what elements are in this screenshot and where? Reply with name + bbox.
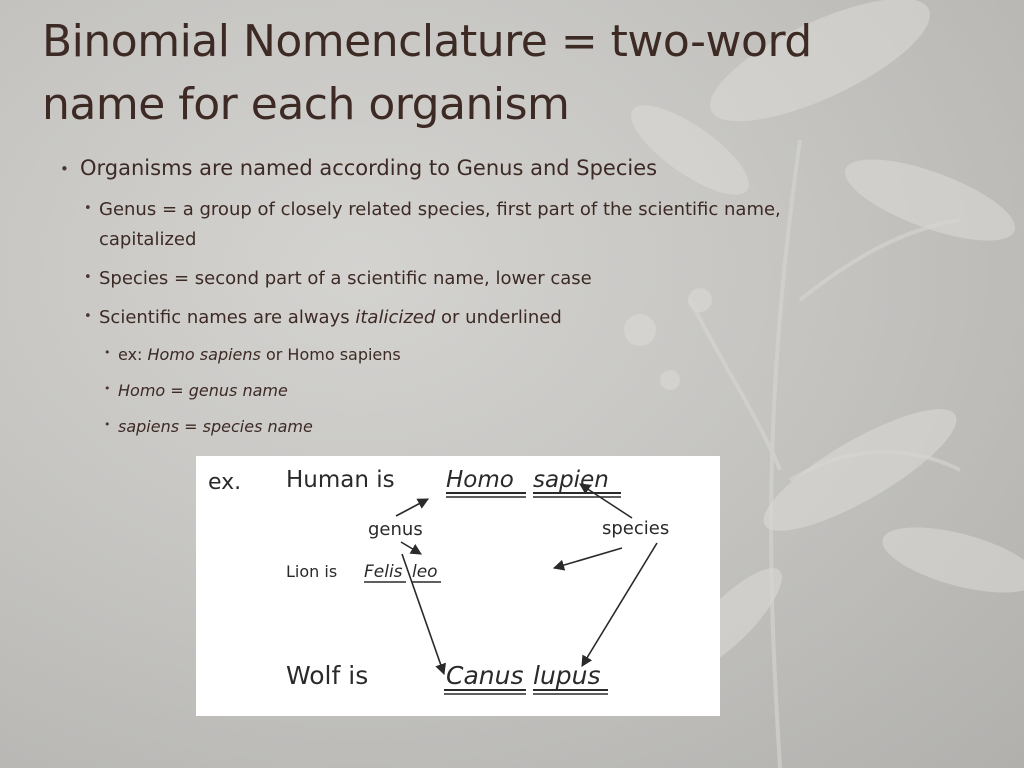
title-line-2: name for each organism bbox=[42, 79, 570, 130]
bullet-genus-definition bbox=[99, 195, 781, 255]
bullet-sapiens-species: sapiens = species name bbox=[118, 417, 313, 436]
bullet-icon: • bbox=[104, 346, 111, 359]
title-line-1: Binomial Nomenclature = two-word bbox=[42, 16, 812, 67]
bullet-icon: • bbox=[60, 160, 69, 178]
example-italic-name: Homo sapiens bbox=[147, 345, 261, 364]
bullet-icon: • bbox=[84, 201, 92, 216]
arrow-genus-to-homo bbox=[396, 499, 428, 516]
genus-label: genus bbox=[368, 519, 423, 540]
homo-word: Homo bbox=[446, 467, 514, 493]
bullet-example bbox=[118, 344, 401, 366]
arrow-genus-to-felis bbox=[401, 542, 421, 554]
bullet-genus-line-2: capitalized bbox=[99, 229, 197, 250]
bullet-genus-species: Organisms are named according to Genus and Species bbox=[80, 156, 658, 180]
wolf-label: Wolf is bbox=[286, 661, 369, 690]
bullet-text: Scientific names are always bbox=[99, 307, 350, 328]
arrow-species-to-lupus bbox=[582, 543, 657, 666]
bullet-text: or underlined bbox=[441, 307, 562, 328]
bullet-text: or Homo sapiens bbox=[265, 345, 401, 364]
human-label: Human is bbox=[286, 467, 395, 493]
arrow-species-to-leo bbox=[554, 548, 622, 568]
naming-example-figure bbox=[196, 456, 720, 716]
bullet-homo-genus: Homo = genus name bbox=[118, 381, 288, 400]
species-label: species bbox=[602, 518, 670, 539]
bullet-icon: • bbox=[104, 418, 111, 431]
bullet-icon: • bbox=[104, 382, 111, 395]
sapien-word: sapien bbox=[533, 467, 609, 493]
bullet-genus-line-1: Genus = a group of closely related species, first part of the scientific name, bbox=[99, 199, 781, 220]
lupus-word: lupus bbox=[533, 661, 601, 690]
leo-word: leo bbox=[412, 562, 438, 582]
bullet-icon: • bbox=[84, 270, 92, 285]
ex-label: ex. bbox=[208, 470, 242, 495]
italicized-word: italicized bbox=[355, 307, 436, 328]
bullet-scientific-names bbox=[99, 303, 562, 333]
bullet-species-definition: Species = second part of a scientific name, lower case bbox=[99, 268, 592, 289]
bullet-icon: • bbox=[84, 309, 92, 324]
canus-word: Canus bbox=[446, 661, 524, 690]
lion-label: Lion is bbox=[286, 562, 338, 581]
naming-example-diagram bbox=[196, 456, 720, 716]
felis-word: Felis bbox=[364, 562, 403, 582]
bullet-text: ex: bbox=[118, 345, 143, 364]
